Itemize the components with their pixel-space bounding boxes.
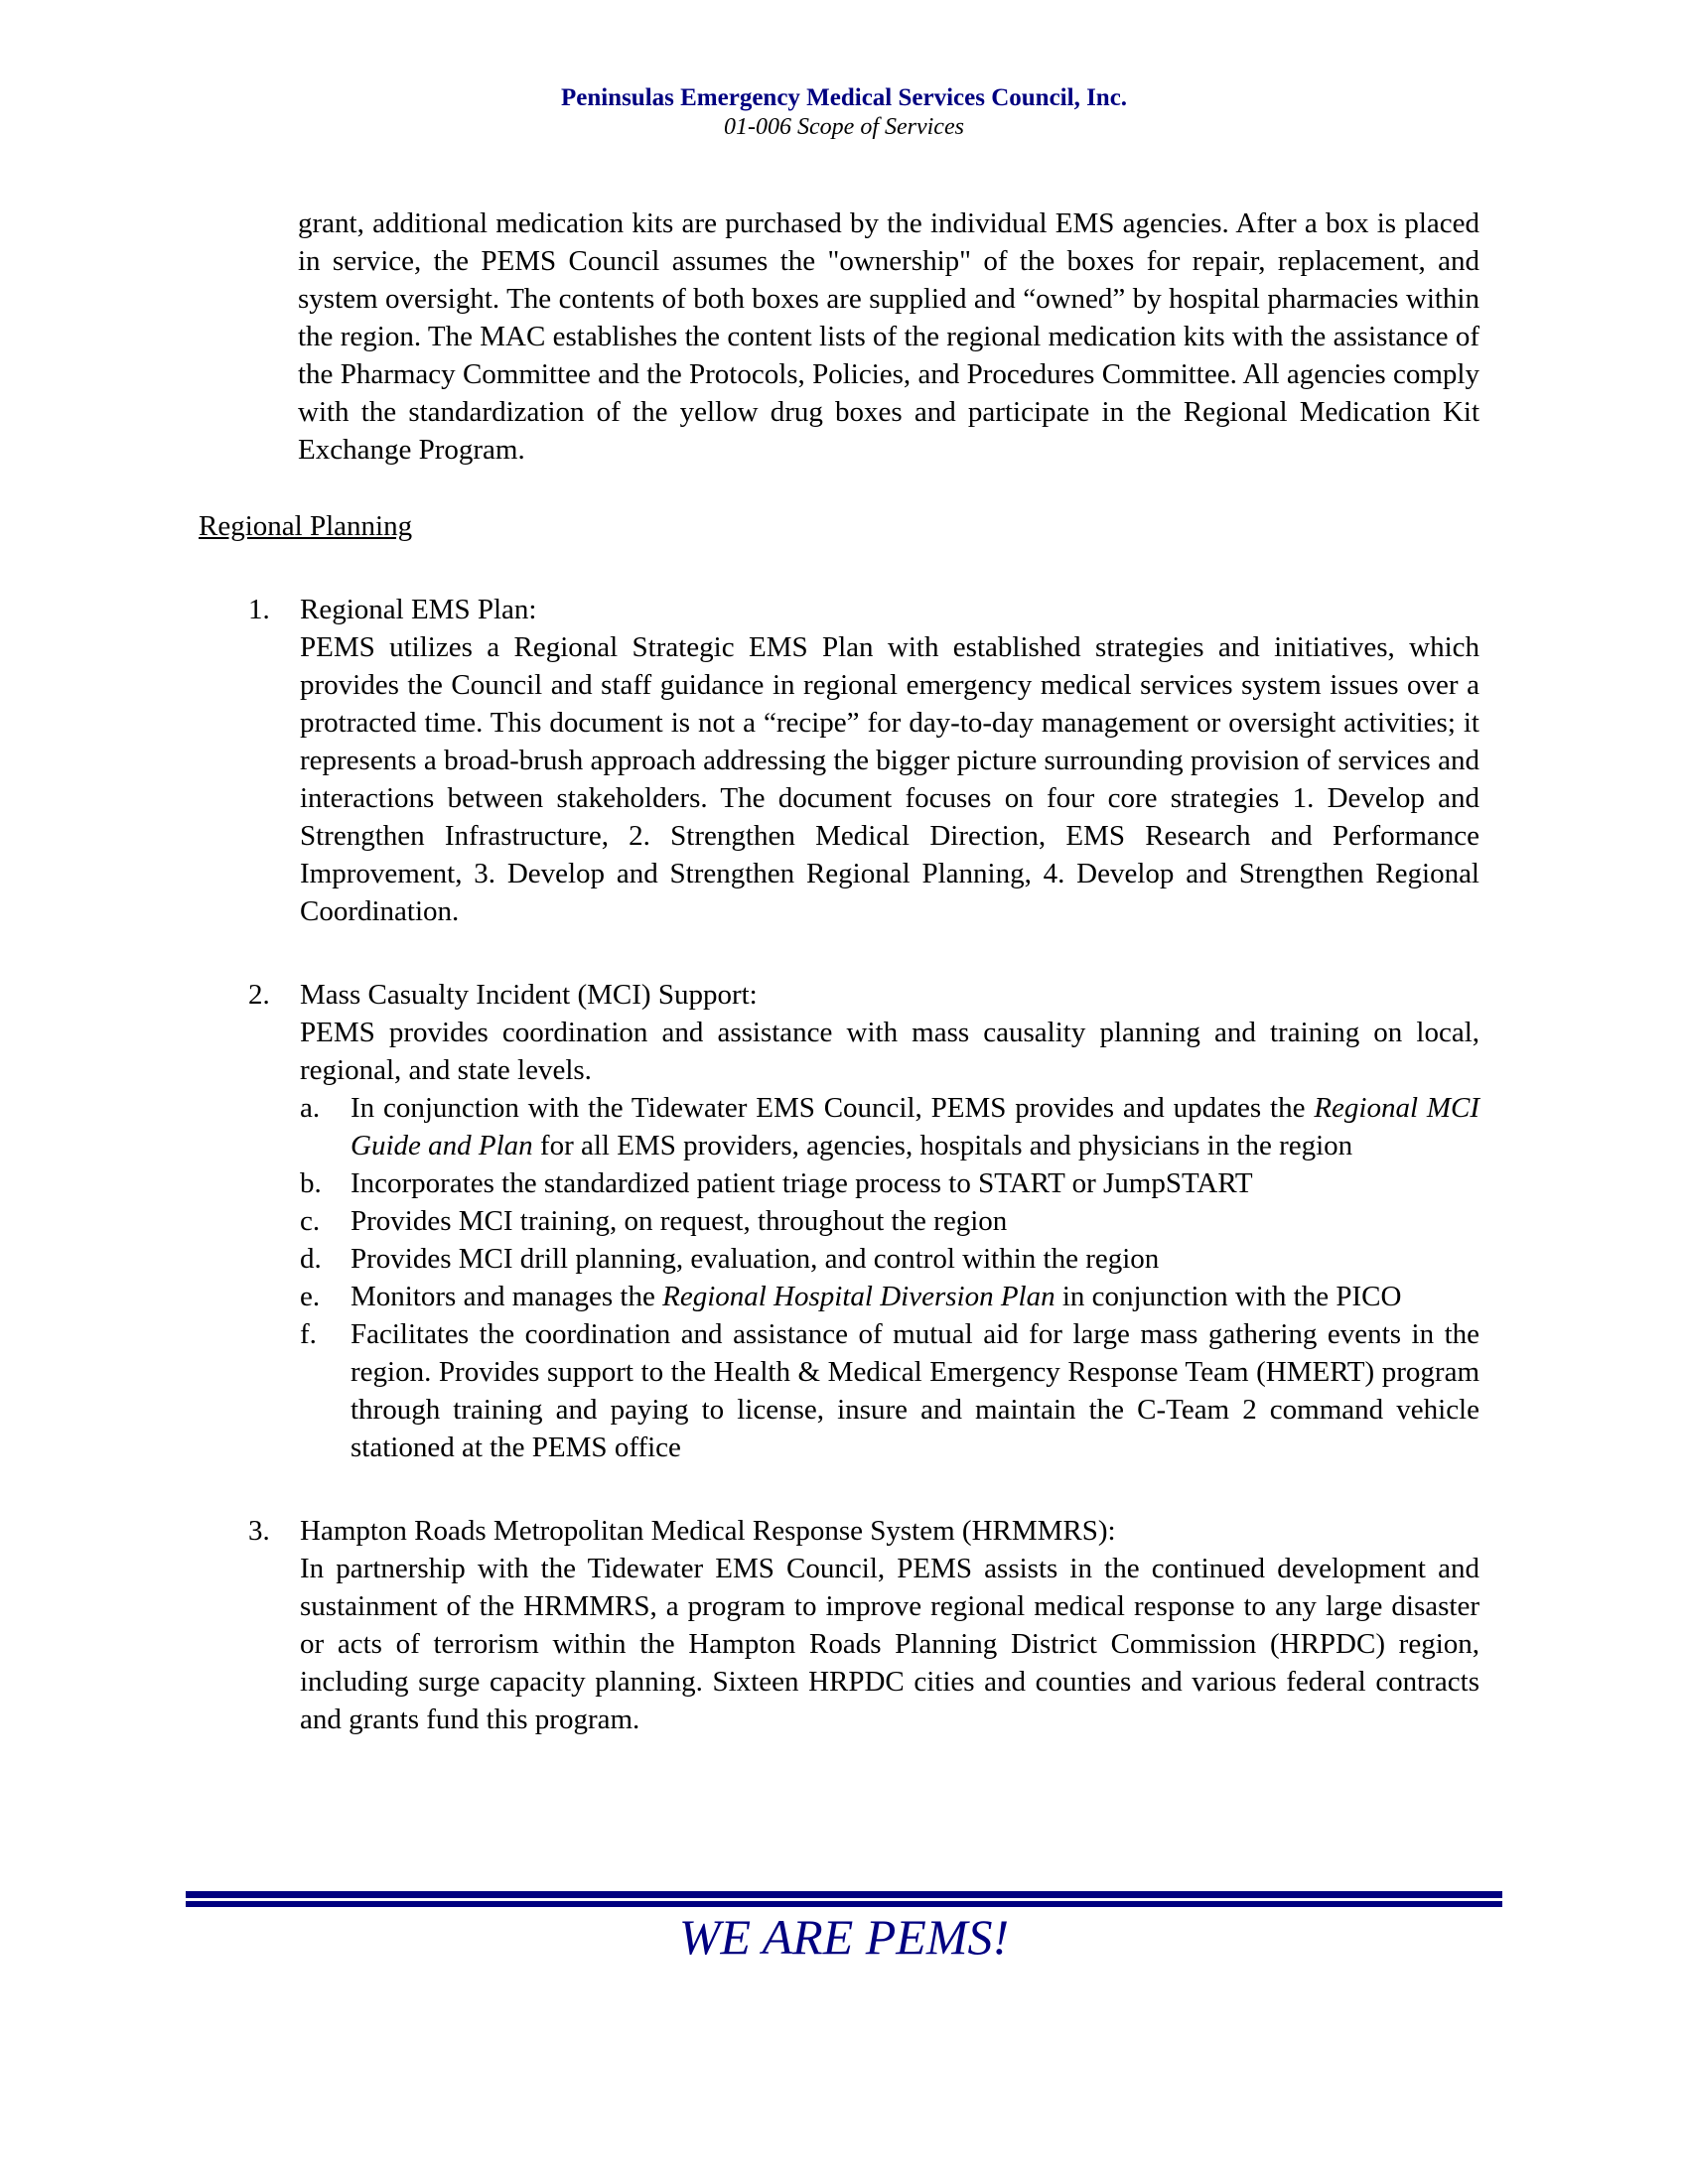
sub-item-letter: c. <box>300 1205 321 1237</box>
sub-item-text <box>351 1202 1479 1240</box>
list-item-text: PEMS utilizes a Regional Strategic EMS Plan with established strategies and initiatives, which provides the Council and staff guidance in regional emergency medical services system issues over a protracted time. This document is not a “recipe” for day-to-day management or oversight activities; it represents a broad-brush approach addressing the bigger picture surrounding provision of services and interactions between stakeholders. The document focuses on four core strategies 1. Develop and Strengthen Infrastructure, 2. Strengthen Medical Direction, EMS Research and Performance Improvement, 3. Develop and Strengthen Regional Planning, 4. Develop and Strengthen Regional Coordination. <box>300 631 1479 927</box>
sub-item-text <box>351 1315 1479 1466</box>
sub-item-text <box>351 1089 1479 1164</box>
list-item-title: Regional EMS Plan: <box>300 594 537 625</box>
text-run: in conjunction with the PICO <box>1055 1281 1402 1312</box>
list-item-hrmmrs <box>248 1512 1479 1738</box>
list-item-text: PEMS provides coordination and assistance with mass causality planning and training on local, regional, and state levels. <box>300 1017 1479 1086</box>
italic-plan-name: Regional Hospital Diversion Plan <box>662 1281 1055 1312</box>
list-item-title: Mass Casualty Incident (MCI) Support: <box>300 979 758 1011</box>
page-footer <box>186 1891 1502 1965</box>
sub-item-letter: e. <box>300 1281 321 1312</box>
list-item-number: 2. <box>248 979 270 1011</box>
page-header <box>0 0 1688 141</box>
list-item-mci-support <box>248 976 1479 1466</box>
text-run: Incorporates the standardized patient triage process to START or JumpSTART <box>351 1167 1253 1199</box>
list-item-regional-ems-plan <box>248 591 1479 930</box>
header-doc-ref: 01-006 Scope of Services <box>724 114 964 140</box>
text-run: Provides MCI drill planning, evaluation, and control within the region <box>351 1243 1160 1275</box>
text-run: Monitors and manages the <box>351 1281 663 1312</box>
text-run: Provides MCI training, on request, throughout the region <box>351 1205 1008 1237</box>
footer-double-rule <box>186 1891 1502 1907</box>
document-body <box>199 205 1479 1738</box>
list-item-number: 1. <box>248 594 270 625</box>
footer-motto: WE ARE PEMS! <box>678 1909 1010 1965</box>
sub-item-letter: f. <box>300 1318 317 1350</box>
sub-item-letter: b. <box>300 1167 322 1199</box>
sub-item-text <box>351 1164 1479 1202</box>
list-item-title: Hampton Roads Metropolitan Medical Response System (HRMMRS): <box>300 1515 1116 1547</box>
lettered-sub-list <box>300 1089 1479 1466</box>
sub-item-letter: d. <box>300 1243 322 1275</box>
text-run: for all EMS providers, agencies, hospitals and physicians in the region <box>532 1130 1353 1161</box>
list-item-text: In partnership with the Tidewater EMS Council, PEMS assists in the continued development and sustainment of the HRMMRS, a program to improve regional medical response to any large disaster or acts of terrorism within the Hampton Roads Planning District Commission (HRPDC) region, including surge capacity planning. Sixteen HRPDC cities and counties and various federal contracts and grants fund this program. <box>300 1553 1479 1735</box>
header-org-name: Peninsulas Emergency Medical Services Council, Inc. <box>560 84 1128 111</box>
list-item-number: 3. <box>248 1515 270 1547</box>
sub-item-c <box>300 1202 1479 1240</box>
sub-item-letter: a. <box>300 1092 321 1124</box>
numbered-list <box>199 591 1479 1738</box>
sub-item-b <box>300 1164 1479 1202</box>
sub-item-text <box>351 1240 1479 1278</box>
text-run: Facilitates the coordination and assistance of mutual aid for large mass gathering events in the region. Provides support to the Health & Medical Emergency Response Team (HMERT) program through training and paying to license, insure and maintain the C-Team 2 command vehicle stationed at the PEMS office <box>351 1318 1479 1463</box>
sub-item-text <box>351 1278 1479 1315</box>
italic-plan-name: Regional MCI Guide and Plan <box>351 1092 1480 1161</box>
sub-item-d <box>300 1240 1479 1278</box>
section-heading-regional-planning: Regional Planning <box>199 510 413 542</box>
sub-item-e <box>300 1278 1479 1315</box>
sub-item-a <box>300 1089 1479 1164</box>
sub-item-f <box>300 1315 1479 1466</box>
intro-paragraph: grant, additional medication kits are purchased by the individual EMS agencies. After a box is placed in service, the PEMS Council assumes the "ownership" of the boxes for repair, replacement, and system oversight. The contents of both boxes are supplied and “owned” by hospital pharmacies within the region. The MAC establishes the content lists of the regional medication kits with the assistance of the Pharmacy Committee and the Protocols, Policies, and Procedures Committee. All agencies comply with the standardization of the yellow drug boxes and participate in the Regional Medication Kit Exchange Program. <box>298 207 1479 466</box>
text-run: In conjunction with the Tidewater EMS Council, PEMS provides and updates the <box>351 1092 1315 1124</box>
